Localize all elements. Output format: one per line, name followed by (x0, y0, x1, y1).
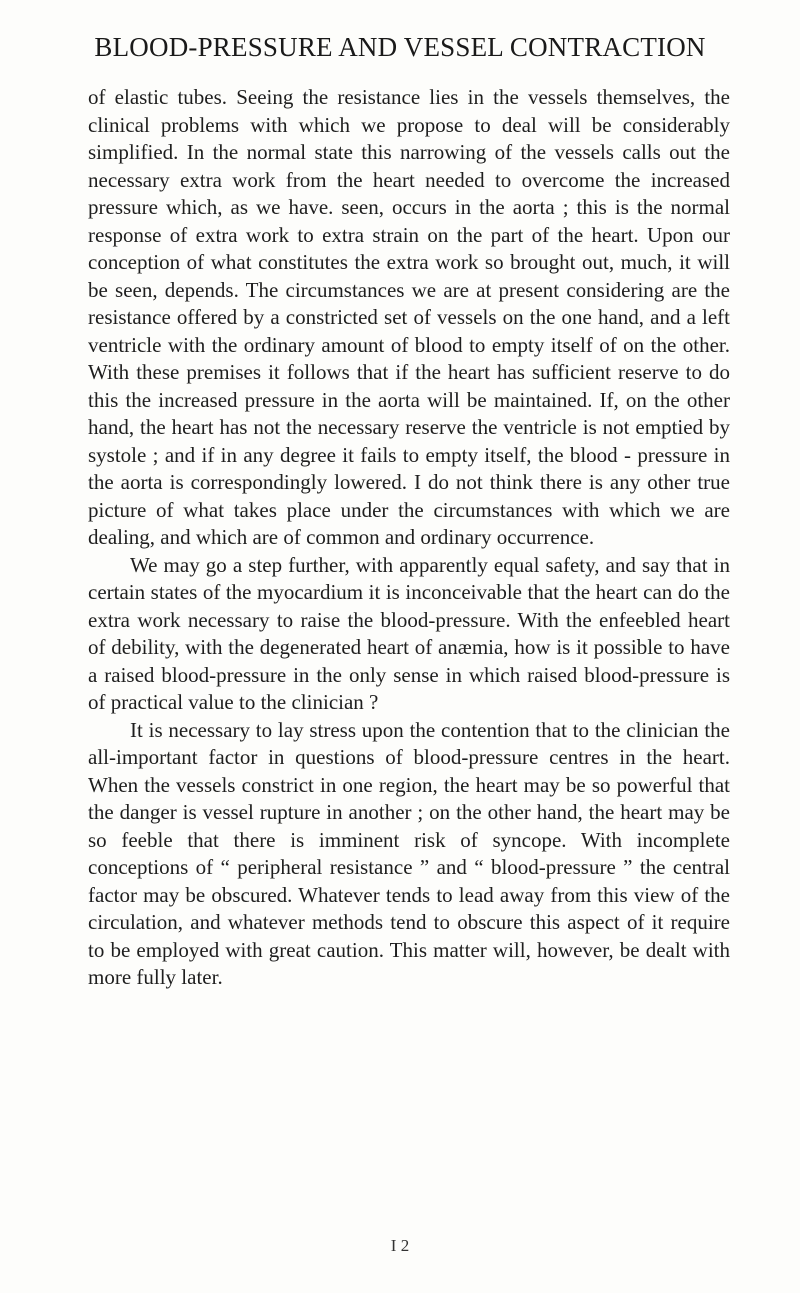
body-text (88, 84, 730, 992)
paragraph-continued: of elastic tubes. Seeing the resistance lies in the vessels themselves, the clinical problems with which we propose to deal will be considerably simplified. In the normal state this narrowing of the vessels calls out the necessary extra work from the heart needed to overcome the increased pressure which, as we have. seen, occurs in the aorta ; this is the normal response of extra work to extra strain on the part of the heart. Upon our conception of what constitutes the extra work so brought out, much, it will be seen, depends. The circumstances we are at present considering are the resistance offered by a constricted set of vessels on the one hand, and a left ventricle with the ordinary amount of blood to empty itself of on the other. With these premises it follows that if the heart has sufficient reserve to do this the increased pressure in the aorta will be maintained. If, on the other hand, the heart has not the necessary reserve the ventricle is not emptied by systole ; and if in any degree it fails to empty itself, the blood - pressure in the aorta is correspondingly lowered. I do not think there is any other true picture of what takes place under the circumstances with which we are dealing, and which are of common and ordinary occurrence. (88, 85, 730, 549)
running-head: BLOOD-PRESSURE AND VESSEL CONTRACTION (94, 32, 706, 62)
paragraph-myocardium: We may go a step further, with apparently equal safety, and say that in certain states of the myocardium it is inconceivable that the heart can do the extra work necessary to raise the blood-pressure. With the enfeebled heart of debility, with the degenerated heart of anæmia, how is it possible to have a raised blood-pressure in the only sense in which raised blood-pressure is of practical value to the clinician ? (88, 552, 730, 714)
signature-mark: I 2 (390, 1236, 410, 1255)
paragraph-clinician: It is necessary to lay stress upon the contention that to the clinician the all-important factor in questions of blood-pressure centres in the heart. When the vessels constrict in one region, the heart may be so powerful that the danger is vessel rupture in another ; on the other hand, the heart may be so feeble that there is imminent risk of syncope. With incomplete conceptions of “ peripheral resistance ” and “ blood-pressure ” the central factor may be obscured. Whatever tends to lead away from this view of the circulation, and whatever methods tend to obscure this aspect of it require to be employed with great caution. This matter will, however, be dealt with more fully later. (88, 717, 730, 989)
